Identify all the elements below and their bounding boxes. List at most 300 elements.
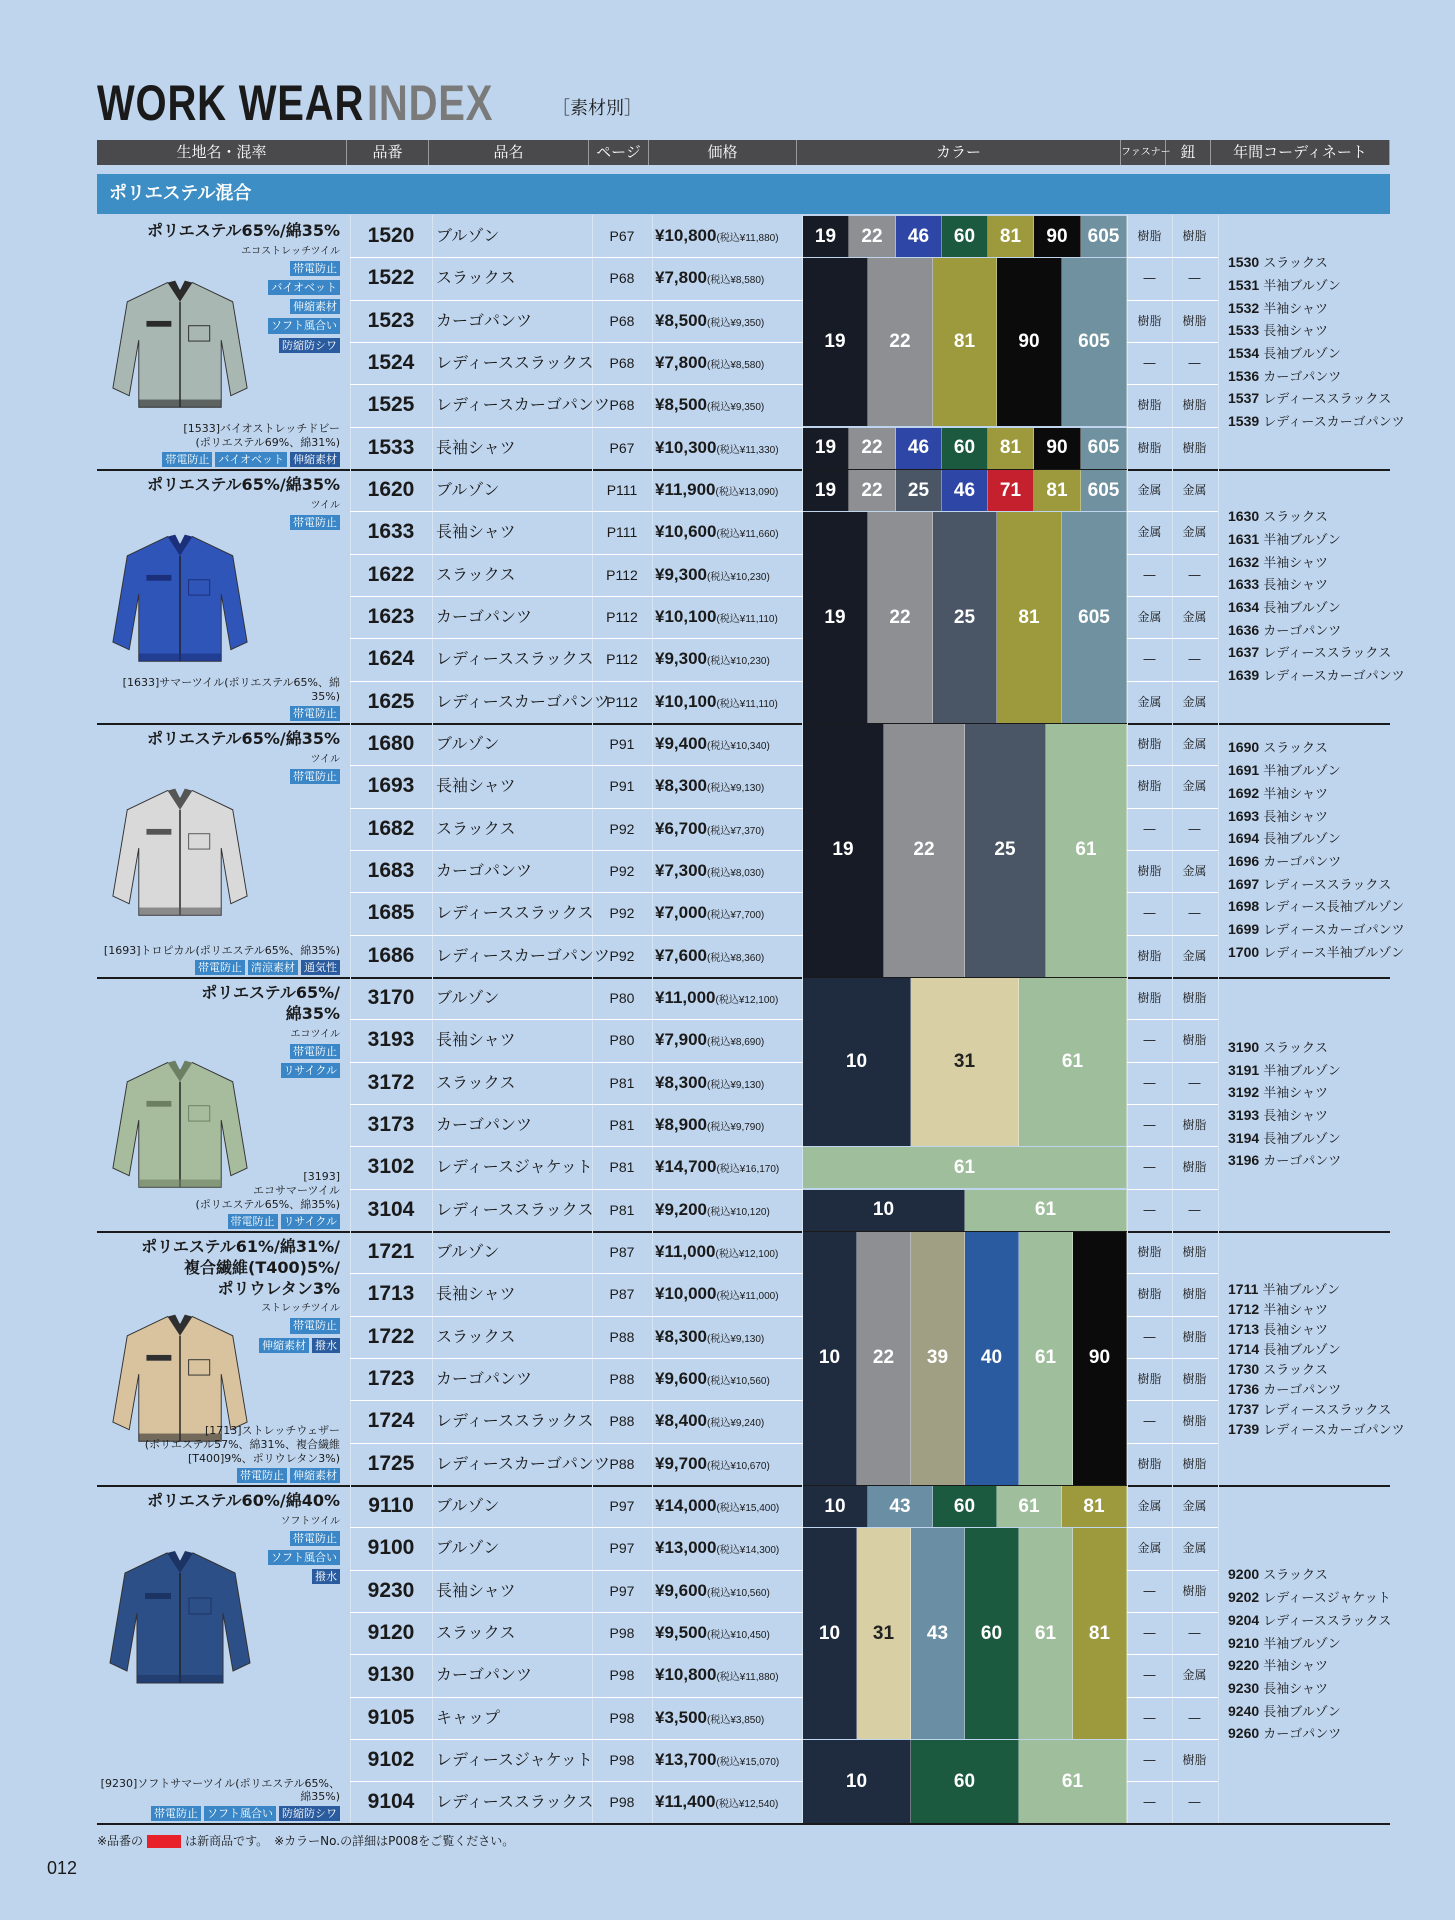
product-code: 1623 — [367, 605, 415, 629]
price-value: ¥9,600 — [655, 1580, 707, 1600]
product-name: 長袖シャツ — [436, 1284, 516, 1304]
row-divider — [350, 1400, 803, 1401]
caption-tags — [159, 450, 340, 467]
row-divider — [1127, 1146, 1218, 1147]
price-tax-included: (税込¥13,090) — [715, 487, 779, 499]
color-swatch: 81 — [933, 258, 997, 426]
product-code: 9120 — [367, 1621, 415, 1645]
header-col: 鈕 — [1166, 140, 1211, 165]
fabric-caption — [159, 422, 340, 467]
caption-tags — [97, 1804, 340, 1821]
color-swatch: 61 — [803, 1147, 1127, 1188]
product-code: 3173 — [367, 1113, 415, 1137]
feature-tag-row — [97, 1546, 340, 1565]
coordinate-code: 9220 — [1228, 1657, 1260, 1674]
price — [655, 1370, 770, 1387]
coordinate-name: 半袖シャツ — [1259, 1302, 1329, 1318]
coordinate-item — [1228, 1322, 1328, 1337]
price-tax-included: (税込¥11,110) — [716, 698, 778, 710]
fabric-name — [97, 983, 340, 1025]
caption-line: [1693]トロピカル(ポリエステル65%、綿35%) — [103, 943, 340, 957]
title-work-wear: WORK WEAR — [97, 75, 365, 131]
fastener: 樹脂 — [1137, 313, 1162, 328]
row-divider — [1127, 1697, 1218, 1698]
product-code: 3193 — [367, 1028, 415, 1052]
product-code: 9130 — [367, 1663, 415, 1687]
fabric-name-line: ポリウレタン3% — [217, 1278, 340, 1298]
color-swatch: 22 — [849, 470, 896, 511]
coordinate-code: 9204 — [1228, 1611, 1260, 1628]
color-swatch: 61 — [1019, 1528, 1073, 1739]
price-value: ¥13,000 — [655, 1538, 717, 1558]
coordinate-code: 1712 — [1228, 1300, 1260, 1317]
catalog-page: P88 — [609, 1328, 635, 1345]
header-col: ページ — [589, 140, 649, 165]
coordinate-item — [1228, 1681, 1328, 1696]
product-name: スラックス — [436, 1072, 516, 1092]
price-tax-included: (税込¥8,690) — [707, 1037, 765, 1049]
coordinate-name: 半袖シャツ — [1259, 786, 1329, 802]
product-code: 9230 — [367, 1578, 415, 1602]
fastener: ― — [1143, 1118, 1156, 1133]
fastener: ― — [1143, 567, 1156, 582]
coordinate-code: 1631 — [1228, 530, 1260, 547]
fabric-weave: エコストレッチツイル — [241, 245, 340, 257]
row-divider — [1127, 892, 1218, 893]
coordinate-name: カーゴパンツ — [1259, 1382, 1342, 1398]
feature-tag: 帯電防止 — [290, 769, 340, 784]
row-divider — [350, 1273, 803, 1274]
product-name: カーゴパンツ — [436, 1369, 533, 1389]
coordinate-name: 半袖シャツ — [1259, 301, 1329, 317]
caption-tag: 防縮防シワ — [279, 1806, 340, 1821]
coordinate-item — [1228, 1658, 1328, 1673]
color-swatch: 605 — [1062, 512, 1127, 723]
coordinate-name: カーゴパンツ — [1259, 854, 1342, 870]
price-value: ¥6,700 — [655, 818, 707, 838]
feature-tag-row — [97, 511, 340, 530]
coordinate-name: 長袖シャツ — [1259, 1108, 1329, 1124]
column-divider — [1218, 469, 1219, 723]
coordinate-name: レディーススラックス — [1259, 877, 1392, 893]
feature-tag-row — [97, 314, 340, 333]
caption-tag: バイオベット — [215, 452, 287, 467]
product-code: 1522 — [367, 266, 415, 290]
coordinate-item — [1228, 668, 1405, 683]
fabric-block — [97, 983, 340, 1229]
coordinate-item — [1228, 509, 1328, 524]
price-tax-included: (税込¥11,880) — [716, 1672, 779, 1684]
color-swatch: 61 — [1019, 1740, 1127, 1824]
row-divider — [350, 1062, 803, 1063]
price-value: ¥11,000 — [655, 1242, 716, 1262]
fastener: 樹脂 — [1137, 1287, 1162, 1302]
column-divider — [1218, 1231, 1219, 1485]
fabric-name-line: ポリエステル65%/綿35% — [147, 221, 340, 240]
price — [655, 1751, 779, 1768]
button-type: 金属 — [1182, 864, 1207, 879]
feature-tag-row — [97, 1565, 340, 1584]
color-swatch: 81 — [1034, 470, 1081, 511]
row-divider — [350, 342, 803, 343]
color-swatch: 19 — [803, 470, 849, 511]
price — [655, 1116, 764, 1133]
price-tax-included: (税込¥10,670) — [707, 1460, 770, 1472]
coordinate-code: 1736 — [1228, 1380, 1260, 1397]
coordinate-code: 1637 — [1228, 644, 1260, 661]
product-name: レディーススラックス — [436, 1792, 594, 1812]
product-code: 3170 — [367, 986, 415, 1010]
button-type: 金属 — [1182, 779, 1207, 794]
color-swatch: 61 — [1019, 1232, 1073, 1485]
price-value: ¥10,100 — [655, 691, 717, 711]
fabric-name-line: 複合繊維(T400)5%/ — [184, 1257, 340, 1277]
product-code: 3172 — [367, 1070, 415, 1094]
row-divider — [1127, 1316, 1218, 1317]
caption-tags — [104, 958, 340, 975]
feature-tag: 伸縮素材 — [259, 1338, 309, 1353]
row-divider — [350, 935, 803, 936]
price-value: ¥10,800 — [655, 226, 717, 246]
product-code: 1624 — [367, 647, 415, 671]
price — [655, 439, 779, 456]
row-divider — [350, 384, 803, 385]
price-tax-included: (税込¥12,100) — [715, 995, 779, 1007]
price-value: ¥10,000 — [655, 1284, 717, 1304]
price-value: ¥9,500 — [655, 1623, 707, 1643]
catalog-page: P92 — [609, 863, 635, 880]
product-name: ブルゾン — [436, 1242, 500, 1262]
page-number: 012 — [47, 1858, 78, 1878]
color-swatch: 605 — [1062, 258, 1127, 426]
price — [655, 227, 779, 244]
price-tax-included: (税込¥8,030) — [707, 868, 765, 880]
color-swatch: 22 — [849, 216, 896, 257]
price-tax-included: (税込¥10,560) — [707, 1376, 770, 1388]
price-value: ¥10,100 — [655, 607, 717, 627]
product-name: スラックス — [436, 1623, 516, 1643]
catalog-page: P98 — [609, 1667, 635, 1684]
coordinate-code: 1693 — [1228, 807, 1260, 824]
coordinate-item — [1228, 301, 1328, 316]
product-name: カーゴパンツ — [436, 861, 533, 881]
color-swatch: 605 — [1081, 428, 1127, 469]
caption-tag: ソフト風合い — [204, 1806, 276, 1821]
row-divider — [350, 765, 803, 766]
color-swatch: 25 — [933, 512, 997, 723]
row-divider — [1127, 850, 1218, 851]
coordinate-name: 長袖シャツ — [1259, 324, 1329, 340]
price-tax-included: (税込¥9,130) — [707, 1333, 765, 1345]
price-value: ¥7,300 — [655, 861, 707, 881]
coordinate-name: 長袖シャツ — [1259, 1681, 1329, 1697]
row-divider — [350, 681, 803, 682]
row-divider — [350, 1316, 803, 1317]
color-swatch: 40 — [965, 1232, 1019, 1485]
product-name: レディースカーゴパンツ — [436, 691, 610, 711]
button-type: ― — [1188, 1795, 1201, 1810]
feature-tags — [97, 1527, 340, 1585]
coordinate-item — [1228, 945, 1404, 960]
price — [655, 1243, 778, 1260]
price — [655, 312, 764, 329]
new-marker — [147, 1835, 181, 1848]
row-divider — [350, 300, 803, 301]
coordinate-name: レディース半袖ブルゾン — [1259, 945, 1405, 961]
price-tax-included: (税込¥7,370) — [707, 825, 765, 837]
button-type: ― — [1188, 356, 1201, 371]
coordinate-code: 1691 — [1228, 762, 1260, 779]
coordinate-name: レディースカーゴパンツ — [1259, 415, 1405, 430]
price-tax-included: (税込¥10,230) — [707, 656, 770, 668]
row-divider — [1127, 1400, 1218, 1401]
feature-tag: 防縮防シワ — [279, 338, 340, 353]
button-type: 樹脂 — [1182, 1329, 1207, 1344]
section-divider — [97, 469, 1390, 471]
color-swatch: 90 — [1034, 216, 1081, 257]
fabric-caption — [104, 944, 340, 975]
price — [655, 650, 770, 667]
price-value: ¥7,800 — [655, 268, 707, 288]
catalog-page: P67 — [609, 439, 635, 456]
row-divider — [350, 808, 803, 809]
product-code: 9104 — [367, 1790, 415, 1814]
caption-tag: 伸縮素材 — [290, 1468, 340, 1483]
price-value: ¥8,500 — [655, 310, 707, 330]
row-divider — [350, 850, 803, 851]
color-swatch: 19 — [803, 512, 868, 723]
catalog-page: P92 — [609, 905, 635, 922]
feature-tag: 撥水 — [312, 1338, 340, 1353]
product-name: スラックス — [436, 564, 516, 584]
price-value: ¥11,000 — [655, 988, 716, 1008]
row-divider — [1127, 1781, 1218, 1782]
catalog-page: P98 — [609, 1709, 635, 1726]
coordinate-item — [1228, 786, 1328, 801]
coordinate-item — [1228, 623, 1341, 638]
feature-tag: ソフト風合い — [268, 318, 340, 333]
row-divider — [1127, 1654, 1218, 1655]
color-swatch: 43 — [868, 1486, 933, 1527]
price-value: ¥10,800 — [655, 1665, 717, 1685]
color-swatch: 10 — [803, 1740, 911, 1824]
coordinate-name: レディースカーゴパンツ — [1259, 1422, 1405, 1438]
coordinate-name: レディース長袖ブルゾン — [1259, 900, 1405, 916]
caption-tags — [97, 1466, 340, 1483]
product-name: ブルゾン — [436, 734, 500, 754]
product-code: 1723 — [367, 1367, 415, 1391]
price-tax-included: (税込¥10,120) — [707, 1206, 770, 1218]
fastener: ― — [1143, 1033, 1156, 1048]
catalog-page: P97 — [609, 1540, 635, 1557]
fabric-block — [97, 1491, 340, 1821]
button-type: 金属 — [1182, 1499, 1207, 1514]
price-tax-included: (税込¥16,170) — [716, 1164, 780, 1176]
fastener: 金属 — [1137, 483, 1162, 498]
coordinate-item — [1228, 645, 1391, 660]
coordinate-item — [1228, 1063, 1341, 1078]
row-divider — [1127, 596, 1218, 597]
button-type: 樹脂 — [1182, 991, 1207, 1006]
feature-tag-row — [97, 257, 340, 276]
color-swatch: 81 — [988, 216, 1034, 257]
row-divider — [350, 1443, 803, 1444]
fastener: 樹脂 — [1137, 440, 1162, 455]
row-divider — [1127, 808, 1218, 809]
row-divider — [1127, 1358, 1218, 1359]
coordinate-code: 1530 — [1228, 254, 1260, 271]
caption-line: エコサマーツイル — [252, 1184, 340, 1198]
price — [655, 735, 770, 752]
catalog-page: P81 — [609, 1117, 635, 1134]
coordinate-item — [1228, 922, 1405, 937]
section-divider — [97, 977, 1390, 979]
coordinate-item — [1228, 1362, 1328, 1377]
header-col: 価格 — [649, 140, 797, 165]
coordinate-name: 半袖ブルゾン — [1259, 278, 1341, 294]
catalog-page: P97 — [609, 1582, 635, 1599]
product-code: 1525 — [367, 393, 415, 417]
row-divider — [1127, 1189, 1218, 1190]
feature-tag: 帯電防止 — [290, 515, 340, 530]
catalog-page: P92 — [609, 820, 635, 837]
price-value: ¥14,000 — [655, 1496, 717, 1516]
coordinate-code: 1737 — [1228, 1400, 1260, 1417]
catalog-page: P87 — [609, 1286, 635, 1303]
feature-tag-row — [97, 1527, 340, 1546]
fastener: 樹脂 — [1137, 737, 1162, 752]
coordinate-code: 1699 — [1228, 921, 1260, 937]
feature-tag: ソフト風合い — [268, 1550, 340, 1565]
catalog-page: P81 — [609, 1201, 635, 1218]
fabric-weave: ツイル — [310, 753, 340, 765]
product-code: 9105 — [367, 1705, 415, 1729]
product-name: ブルゾン — [436, 480, 500, 500]
fastener: ― — [1143, 652, 1156, 667]
coordinate-name: スラックス — [1259, 741, 1328, 757]
button-type: ― — [1188, 1626, 1201, 1641]
row-divider — [350, 1104, 803, 1105]
coordinate-name: スラックス — [1259, 1362, 1328, 1378]
catalog-page: P112 — [606, 566, 638, 583]
price-value: ¥13,700 — [655, 1749, 717, 1769]
coordinate-item — [1228, 1726, 1341, 1741]
caption-tag: 通気性 — [301, 960, 340, 975]
product-name: レディーススラックス — [436, 353, 594, 373]
coordinate-name: スラックス — [1259, 1040, 1328, 1056]
price — [655, 1793, 778, 1810]
header-col: 年間コーディネート — [1211, 140, 1390, 165]
coordinate-item — [1228, 532, 1341, 547]
button-type: 金属 — [1182, 525, 1207, 540]
product-code: 9102 — [367, 1747, 415, 1771]
feature-tags — [97, 1314, 340, 1352]
caption-line: [3193] — [303, 1170, 340, 1184]
caption-line: [1533]バイオストレッチドビー — [183, 422, 340, 436]
row-divider — [350, 1654, 803, 1655]
coordinate-item — [1228, 555, 1328, 570]
coordinate-code: 1690 — [1228, 739, 1260, 756]
price-value: ¥9,600 — [655, 1369, 707, 1389]
price — [655, 777, 764, 794]
price — [655, 1201, 770, 1218]
button-type: ― — [1188, 821, 1201, 836]
feature-tag: 帯電防止 — [290, 1044, 340, 1059]
color-swatch: 60 — [933, 1486, 997, 1527]
coordinate-code: 1714 — [1228, 1340, 1260, 1357]
button-type: 金属 — [1182, 1541, 1207, 1556]
fabric-name-line: ポリエステル65%/綿35% — [147, 729, 340, 748]
product-code: 1682 — [367, 816, 415, 840]
product-code: 1721 — [367, 1240, 415, 1264]
coordinate-name: レディーススラックス — [1259, 1402, 1392, 1418]
feature-tags — [97, 257, 340, 353]
catalog-page: P98 — [609, 1751, 635, 1768]
button-type: 金属 — [1182, 737, 1207, 752]
fastener: 樹脂 — [1137, 398, 1162, 413]
price-tax-included: (税込¥9,130) — [707, 783, 765, 795]
section-divider — [97, 1823, 1390, 1825]
fabric-caption — [196, 1170, 341, 1228]
coordinate-code: 3192 — [1228, 1084, 1260, 1101]
row-divider — [1127, 935, 1218, 936]
color-swatch: 25 — [896, 470, 942, 511]
row-divider — [1127, 1739, 1218, 1740]
column-divider — [1218, 977, 1219, 1231]
row-divider — [350, 257, 803, 258]
title-index: INDEX — [367, 75, 494, 131]
section-divider — [97, 1485, 1390, 1487]
coordinate-code: 1639 — [1228, 667, 1260, 683]
fabric-weave: ストレッチツイル — [261, 1303, 340, 1315]
color-swatch: 90 — [997, 258, 1062, 426]
coordinate-code: 9210 — [1228, 1634, 1260, 1651]
coordinate-code: 3194 — [1228, 1129, 1260, 1146]
coordinate-name: スラックス — [1259, 1568, 1328, 1584]
product-name: ブルゾン — [436, 226, 500, 246]
row-divider — [1127, 1612, 1218, 1613]
coordinate-name: 長袖ブルゾン — [1259, 1131, 1341, 1147]
coordinate-code: 1636 — [1228, 621, 1260, 638]
price — [655, 566, 770, 583]
price — [655, 693, 778, 710]
coordinate-name: スラックス — [1259, 510, 1328, 526]
caption-tag: リサイクル — [281, 1214, 340, 1229]
product-code: 1633 — [367, 520, 415, 544]
button-type: 樹脂 — [1182, 1160, 1207, 1175]
coordinate-item — [1228, 255, 1328, 270]
coordinate-code: 3191 — [1228, 1061, 1260, 1078]
button-type: ― — [1188, 906, 1201, 921]
catalog-page: P98 — [609, 1794, 635, 1811]
product-code: 1725 — [367, 1451, 415, 1475]
price — [655, 269, 764, 286]
price-tax-included: (税込¥15,400) — [716, 1503, 780, 1515]
fabric-weave: エコツイル — [290, 1028, 340, 1040]
button-type: 樹脂 — [1182, 398, 1207, 413]
catalog-page: P98 — [609, 1625, 635, 1642]
price-tax-included: (税込¥10,340) — [707, 741, 770, 753]
color-swatch: 43 — [911, 1528, 965, 1739]
footnote — [97, 1832, 514, 1849]
button-type: ― — [1188, 1202, 1201, 1217]
color-swatch: 31 — [911, 978, 1019, 1146]
catalog-page: P68 — [609, 270, 635, 287]
catalog-page: P67 — [609, 228, 635, 245]
catalog-page: P92 — [609, 947, 635, 964]
product-code: 9100 — [367, 1536, 415, 1560]
product-code: 1685 — [367, 901, 415, 925]
